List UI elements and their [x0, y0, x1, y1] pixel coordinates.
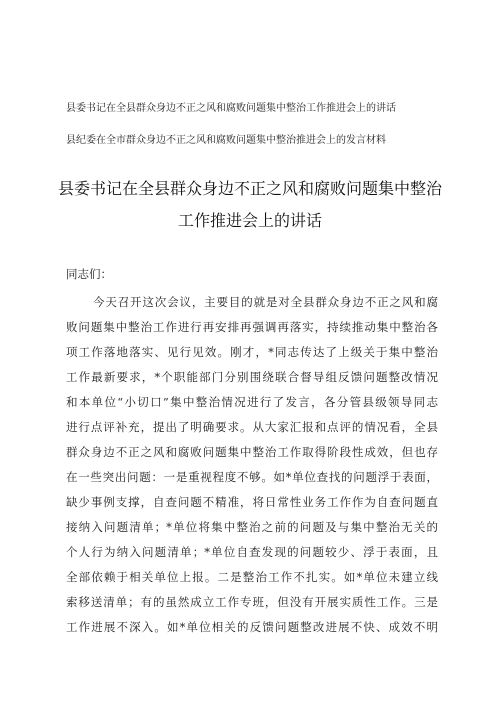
body-line-2: 败问题集中整治工作进行再安排再强调再落实，持续推动集中整治各: [66, 320, 438, 334]
body-line-14: 工作进展不深入。如*单位相关的反馈问题整改进展不快、成效不明: [66, 620, 438, 634]
body-line-5: 和本单位“小切口”集中整治情况进行了发言，各分管县级领导同志: [66, 395, 438, 409]
body-line-6: 进行点评补充，提出了明确要求。从大家汇报和点评的情况看，全县: [66, 420, 438, 434]
document-title-line-2: 工作推进会上的讲话: [177, 211, 322, 230]
document-title-line-1: 县委书记在全县群众身边不正之风和腐败问题集中整治: [57, 179, 442, 198]
body-line-1: 今天召开这次会议，主要目的就是对全县群众身边不正之风和腐: [93, 295, 438, 309]
greeting: 同志们：: [66, 267, 112, 281]
body-line-7: 群众身边不正之风和腐败问题集中整治工作取得阶段性成效，但也存: [66, 445, 438, 459]
header-line-1: 县委书记在全县群众身边不正之风和腐败问题集中整治工作推进会上的讲话: [66, 103, 396, 114]
body-line-3: 项工作落地落实、见行见效。刚才，*同志传达了上级关于集中整治: [66, 345, 438, 359]
header-line-2: 县纪委在全市群众身边不正之风和腐败问题集中整治推进会上的发言材料: [66, 135, 386, 146]
body-line-12: 全部依赖于相关单位上报。二是整治工作不扎实。如*单位未建立线: [66, 570, 438, 584]
body-line-4: 工作最新要求，*个职能部门分别围绕联合督导组反馈问题整改情况: [66, 370, 438, 384]
body-line-11: 个人行为纳入问题清单；*单位自查发现的问题较少、浮于表面，且: [66, 545, 438, 559]
body-line-9: 缺少事例支撑，自查问题不精准，将日常性业务工作作为自查问题直: [66, 495, 438, 509]
body-line-8: 在一些突出问题：一是重视程度不够。如*单位查找的问题浮于表面，: [66, 470, 438, 484]
body-line-13: 索移送清单；有的虽然成立工作专班，但没有开展实质性工作。三是: [66, 595, 438, 609]
body-line-10: 接纳入问题清单；*单位将集中整治之前的问题及与集中整治无关的: [66, 520, 438, 534]
